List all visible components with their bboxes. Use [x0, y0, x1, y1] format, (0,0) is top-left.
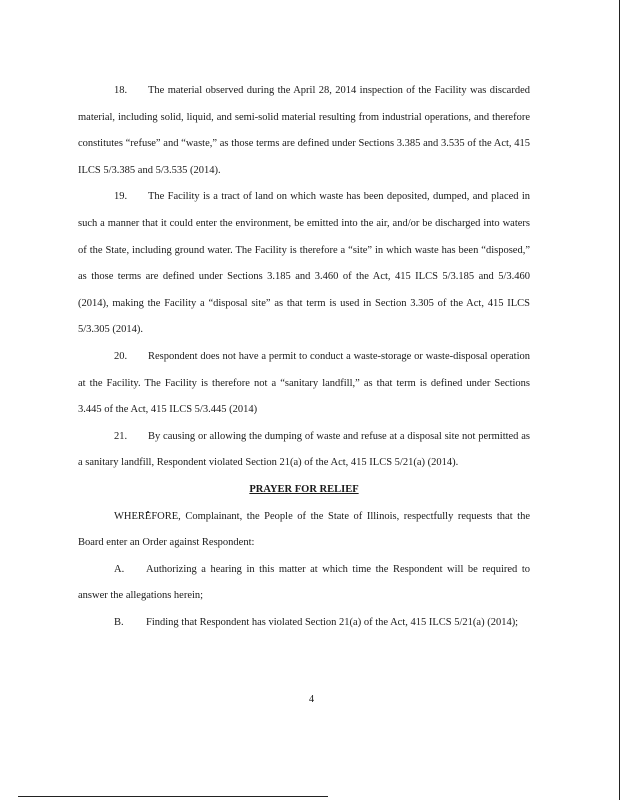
scan-border-bottom — [18, 796, 328, 797]
paragraph-21 — [78, 424, 530, 477]
document-body — [78, 78, 530, 636]
paragraph-text: The material observed during the April 28, 2014 inspection of the Facility was discarded material, including solid, liquid, and semi-solid material resulting from industrial operations, and therefore constitutes “refuse” and “waste,” as those terms are defined under Sections 3.385 and 3.535 of the Act, 415 ILCS 5/3.385 and 5/3.535 (2014). — [78, 85, 530, 176]
paragraph-text: Respondent does not have a permit to conduct a waste-storage or waste-disposal operation at the Facility. The Facility is therefore not a “sanitary landfill,” as that term is defined under Sections 3.445 of the Act, 415 ILCS 5/3.445 (2014) — [78, 350, 530, 416]
paragraph-19 — [78, 184, 530, 344]
paragraph-18 — [78, 78, 530, 184]
relief-item-text: Authorizing a hearing in this matter at which time the Respondent will be required to answer the allegations herein; — [78, 563, 530, 602]
paragraph-number: 19. — [114, 191, 128, 203]
paragraph-number: 20. — [114, 350, 128, 362]
relief-item-letter: B. — [114, 616, 124, 628]
scan-border-right — [619, 0, 620, 800]
paragraph-number: 18. — [114, 85, 128, 96]
page-number: 4 — [308, 694, 315, 705]
paragraph-text: The Facility is a tract of land on which waste has been deposited, dumped, and placed in such a manner that it could enter the environment, be emitted into the air, and/or be discharged into waters of the State, including ground water. The Facility is therefore a “site” in which waste has been “disposed,” as those terms are defined under Sections 3.185 and 3.460 of the Act, 415 ILCS 5/3.185 and 5/3.460 (2014), making the Facility a “disposal site” as that term is used in Section 3.305 of the Act, 415 ILCS 5/3.305 (2014). — [78, 191, 530, 336]
relief-item-a — [78, 557, 530, 610]
wherefore-clause: WHEREFORE, Complainant, the People of the State of Illinois, respectfully requests that the Board enter an Order against Respondent: — [78, 510, 530, 549]
paragraph-number: 21. — [114, 430, 128, 442]
relief-item-letter: A. — [114, 563, 125, 575]
prayer-for-relief-heading: PRAYER FOR RELIEF — [249, 483, 359, 495]
paragraph-20 — [78, 344, 530, 424]
relief-item-text: Finding that Respondent has violated Section 21(a) of the Act, 415 ILCS 5/21(a) (2014); — [146, 616, 519, 628]
relief-item-b — [78, 610, 530, 637]
paragraph-text: By causing or allowing the dumping of waste and refuse at a disposal site not permitted as a sanitary landfill, Respondent violated Section 21(a) of the Act, 415 ILCS 5/21(a) (2014). — [78, 430, 530, 469]
